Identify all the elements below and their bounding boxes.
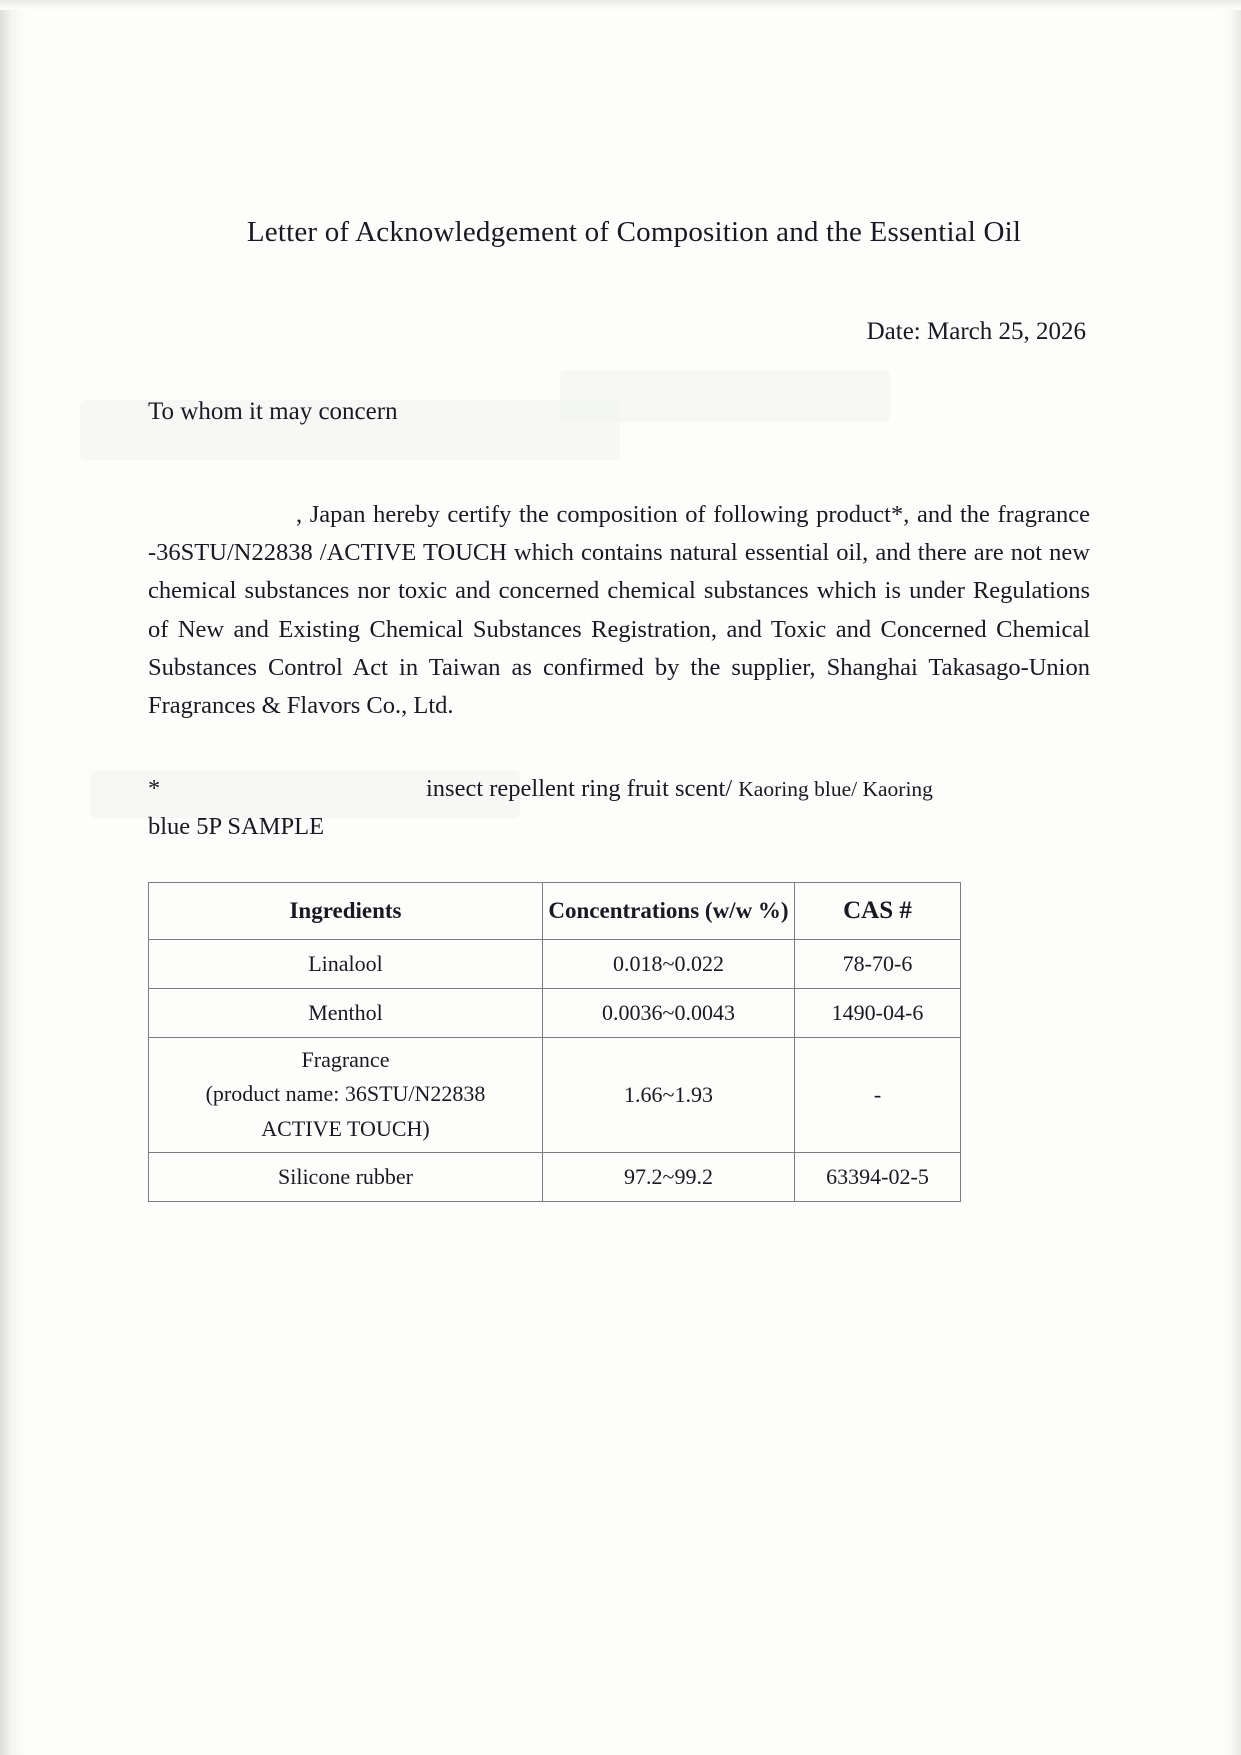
footnote-block: [148, 770, 1090, 846]
footnote-marker: *: [148, 774, 161, 802]
cell-concentration: 97.2~99.2: [543, 1152, 795, 1201]
page-left-edge-shadow: [0, 0, 26, 1755]
cell-cas: 63394-02-5: [795, 1152, 961, 1201]
page-title: Letter of Acknowledgement of Composition and the Essential Oil: [246, 216, 1022, 248]
footnote-text-small: Kaoring blue/ Kaoring: [738, 776, 933, 801]
table-row: [149, 939, 961, 988]
body-paragraph: [148, 496, 1090, 726]
cell-cas: 78-70-6: [795, 939, 961, 988]
fragrance-line-3: ACTIVE TOUCH): [261, 1116, 430, 1142]
cell-concentration: 1.66~1.93: [543, 1037, 795, 1152]
body-paragraph-text: , Japan hereby certify the composition of following product*, and the fragrance -36STU/N22838 /ACTIVE TOUCH which contains natural essential oil, and there are not new chemical substances nor toxic and concerned chemical substances which is under Regulations of New and Existing Chemical Substances Registration, and Toxic and Concerned Chemical Substances Control Act in Taiwan as confirmed by the supplier, Shanghai Takasago-Union Fragrances & Flavors Co., Ltd.: [148, 500, 1090, 720]
column-header-ingredients: Ingredients: [149, 882, 543, 939]
table-row: [149, 1152, 961, 1201]
document-date: Date: March 25, 2026: [866, 317, 1086, 345]
footnote-text-second-line: blue 5P SAMPLE: [148, 812, 325, 840]
document-content: [148, 0, 1090, 1202]
cell-cas: 1490-04-6: [795, 988, 961, 1037]
table-row: [149, 1037, 961, 1152]
fragrance-line-2: (product name: 36STU/N22838: [205, 1081, 486, 1107]
column-header-concentrations: Concentrations (w/w %): [543, 882, 795, 939]
composition-table: [148, 882, 961, 1202]
cell-ingredient: Silicone rubber: [149, 1152, 543, 1201]
cell-concentration: 0.018~0.022: [543, 939, 795, 988]
cell-ingredient: Menthol: [149, 988, 543, 1037]
table-row: [149, 988, 961, 1037]
page-right-edge-shadow: [1223, 0, 1241, 1755]
cell-concentration: 0.0036~0.0043: [543, 988, 795, 1037]
cell-cas: -: [795, 1037, 961, 1152]
footnote-text-main: insect repellent ring fruit scent/: [426, 774, 739, 802]
cell-ingredient-fragrance: [149, 1037, 543, 1152]
fragrance-line-1: Fragrance: [301, 1046, 390, 1072]
table-header-row: [149, 882, 961, 939]
salutation: To whom it may concern: [148, 397, 398, 425]
column-header-cas: CAS #: [795, 882, 961, 939]
cell-ingredient: Linalool: [149, 939, 543, 988]
